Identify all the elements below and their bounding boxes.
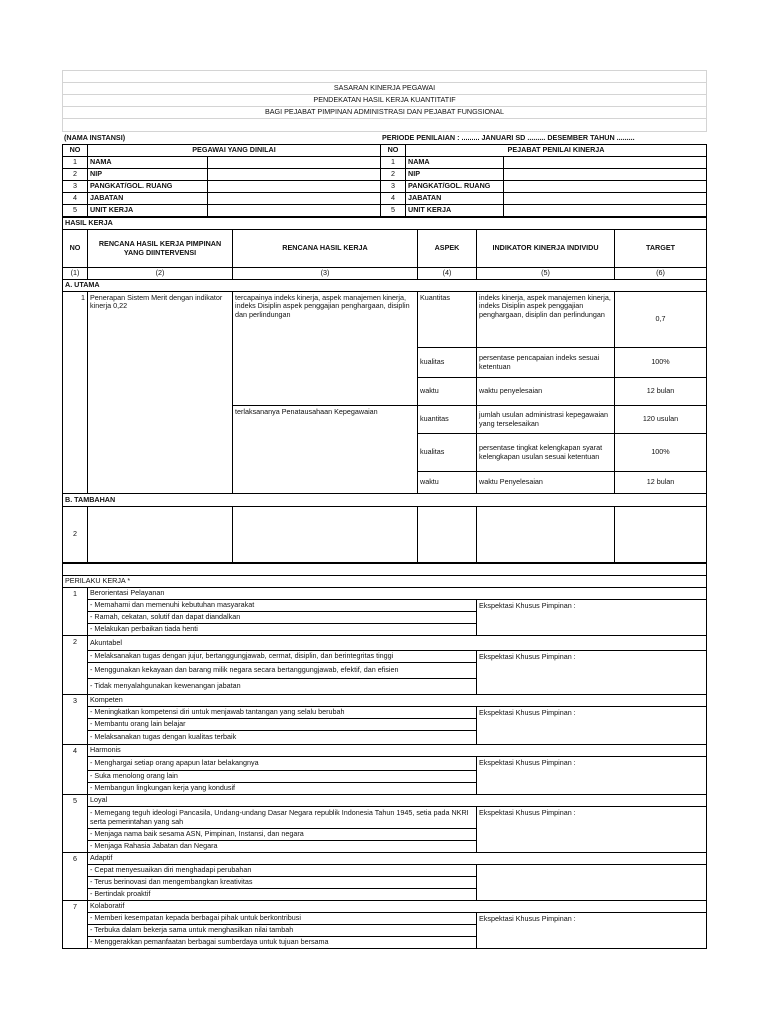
col-number: (1): [63, 268, 88, 280]
identity-no: 3: [381, 181, 406, 193]
indikator-cell: indeks kinerja, aspek manajemen kinerja, indeks Disiplin aspek penggajian penghargaan, disiplin dan perlindungan: [477, 292, 615, 348]
perilaku-item: - Meningkatkan kompetensi diri untuk menjawab tantangan yang selalu berubah: [88, 707, 477, 719]
utama-label: A. UTAMA: [63, 280, 707, 292]
target-cell: 100%: [615, 434, 707, 472]
identity-no: 2: [381, 169, 406, 181]
identity-label: NAMA: [406, 157, 504, 169]
no-header-left: NO: [63, 145, 88, 157]
identity-value[interactable]: [208, 205, 381, 217]
perilaku-item: - Menjaga Rahasia Jabatan dan Negara: [88, 841, 477, 853]
perilaku-item: - Memegang teguh ideologi Pancasila, Undang-undang Dasar Negara republik Indonesia Tahun 1945, setia pada NKRI serta pemerintahan yang sah: [88, 807, 477, 829]
perilaku-item: - Ramah, cekatan, solutif dan dapat diandalkan: [88, 612, 477, 624]
indikator-cell: persentase tingkat kelengkapan syarat kelengkapan usulan sesuai ketentuan: [477, 434, 615, 472]
identity-no: 2: [63, 169, 88, 181]
blank-row: [63, 564, 707, 576]
utama-rencana-pimpinan: Penerapan Sistem Merit dengan indikator kinerja 0,22: [88, 292, 233, 494]
perilaku-item: - Melaksanakan tugas dengan jujur, bertanggungjawab, cermat, disiplin, dan berintegritas tinggi: [88, 651, 477, 663]
indikator-cell: persentase pencapaian indeks sesuai ketentuan: [477, 348, 615, 378]
header-rencana-pimpinan: RENCANA HASIL KERJA PIMPINAN YANG DIINTERVENSI: [88, 230, 233, 268]
perilaku-item: - Menggunakan kekayaan dan barang milik negara secara bertanggungjawab, efektif, dan efisien: [88, 663, 477, 679]
indikator-cell: waktu Penyelesaian: [477, 472, 615, 494]
header-indikator: INDIKATOR KINERJA INDIVIDU: [477, 230, 615, 268]
target-cell: 12 bulan: [615, 378, 707, 406]
title-line-3: BAGI PEJABAT PIMPINAN ADMINISTRASI DAN PEJABAT FUNGSIONAL: [63, 107, 707, 119]
col-number: (2): [88, 268, 233, 280]
identity-no: 5: [63, 205, 88, 217]
pegawai-dinilai-header: PEGAWAI YANG DINILAI: [88, 145, 381, 157]
header-no: NO: [63, 230, 88, 268]
identity-value[interactable]: [208, 181, 381, 193]
title-line-2: PENDEKATAN HASIL KERJA KUANTITATIF: [63, 95, 707, 107]
target-cell: 120 usulan: [615, 406, 707, 434]
perilaku-group-no: 2: [63, 636, 88, 695]
perilaku-item: - Suka menolong orang lain: [88, 771, 477, 783]
identity-value[interactable]: [504, 181, 707, 193]
identity-table: [62, 144, 707, 217]
tambahan-aspek[interactable]: [418, 507, 477, 563]
perilaku-group-title: Akuntabel: [88, 636, 707, 651]
instansi-name: (NAMA INSTANSI): [64, 132, 126, 142]
perilaku-kerja-table: [62, 563, 707, 949]
perilaku-group-title: Kolaboratif: [88, 901, 707, 913]
ekspektasi-khusus[interactable]: Ekspektasi Khusus Pimpinan :: [477, 913, 707, 949]
hasil-kerja-table: [62, 217, 707, 563]
header-target: TARGET: [615, 230, 707, 268]
identity-label: NAMA: [88, 157, 208, 169]
tambahan-indikator[interactable]: [477, 507, 615, 563]
col-number: (5): [477, 268, 615, 280]
ekspektasi-khusus[interactable]: Ekspektasi Khusus Pimpinan :: [477, 757, 707, 795]
perilaku-item: - Terbuka dalam bekerja sama untuk menghasilkan nilai tambah: [88, 925, 477, 937]
identity-label: UNIT KERJA: [406, 205, 504, 217]
identity-value[interactable]: [208, 157, 381, 169]
identity-no: 5: [381, 205, 406, 217]
identity-label: JABATAN: [88, 193, 208, 205]
hasil-kerja-title: HASIL KERJA: [63, 218, 707, 230]
identity-no: 1: [63, 157, 88, 169]
utama-rencana-1: tercapainya indeks kinerja, aspek manajemen kinerja, indeks Disiplin aspek penggajian penghargaan, disiplin dan perlindungan: [233, 292, 418, 406]
perilaku-group-no: 7: [63, 901, 88, 949]
perilaku-group-no: 5: [63, 795, 88, 853]
title-line-1: SASARAN KINERJA PEGAWAI: [63, 83, 707, 95]
perilaku-item: - Melaksanakan tugas dengan kualitas terbaik: [88, 731, 477, 745]
title-block: [62, 70, 707, 132]
tambahan-rencana[interactable]: [233, 507, 418, 563]
identity-no: 4: [63, 193, 88, 205]
identity-value[interactable]: [504, 157, 707, 169]
aspek-cell: kuantitas: [418, 406, 477, 434]
skp-sheet: [62, 70, 706, 949]
tambahan-rencana-pimpinan[interactable]: [88, 507, 233, 563]
ekspektasi-khusus[interactable]: Ekspektasi Khusus Pimpinan :: [477, 707, 707, 745]
perilaku-item: - Cepat menyesuaikan diri menghadapi perubahan: [88, 865, 477, 877]
perilaku-group-title: Harmonis: [88, 745, 707, 757]
tambahan-label: B. TAMBAHAN: [63, 494, 707, 507]
perilaku-group-no: 4: [63, 745, 88, 795]
aspek-cell: kualitas: [418, 348, 477, 378]
perilaku-item: - Bertindak proaktif: [88, 889, 477, 901]
perilaku-item: - Membangun lingkungan kerja yang kondusif: [88, 783, 477, 795]
ekspektasi-khusus[interactable]: Ekspektasi Khusus Pimpinan :: [477, 651, 707, 695]
utama-no: 1: [63, 292, 88, 494]
no-header-right: NO: [381, 145, 406, 157]
indikator-cell: waktu penyelesaian: [477, 378, 615, 406]
perilaku-item: - Melakukan perbaikan tiada henti: [88, 624, 477, 636]
perilaku-group-title: Adaptif: [88, 853, 707, 865]
perilaku-group-no: 6: [63, 853, 88, 901]
perilaku-group-no: 1: [63, 588, 88, 636]
perilaku-group-no: 3: [63, 695, 88, 745]
identity-no: 1: [381, 157, 406, 169]
target-cell: 100%: [615, 348, 707, 378]
aspek-cell: waktu: [418, 378, 477, 406]
utama-rencana-2: terlaksananya Penatausahaan Kepegawaian: [233, 406, 418, 494]
aspek-cell: kualitas: [418, 434, 477, 472]
target-cell: 0,7: [615, 292, 707, 348]
tambahan-target[interactable]: [615, 507, 707, 563]
identity-label: NIP: [88, 169, 208, 181]
periode-penilaian: PERIODE PENILAIAN : ......... JANUARI SD ......... DESEMBER TAHUN .........: [382, 132, 635, 142]
identity-label: PANGKAT/GOL. RUANG: [88, 181, 208, 193]
identity-label: UNIT KERJA: [88, 205, 208, 217]
perilaku-item: - Tidak menyalahgunakan kewenangan jabatan: [88, 679, 477, 695]
perilaku-item: - Terus berinovasi dan mengembangkan kreativitas: [88, 877, 477, 889]
identity-value[interactable]: [208, 193, 381, 205]
tambahan-no: 2: [63, 507, 88, 563]
perilaku-group-title: Loyal: [88, 795, 707, 807]
identity-label: JABATAN: [406, 193, 504, 205]
pejabat-penilai-header: PEJABAT PENILAI KINERJA: [406, 145, 707, 157]
header-aspek: ASPEK: [418, 230, 477, 268]
perilaku-item: - Menghargai setiap orang apapun latar belakangnya: [88, 757, 477, 771]
identity-label: PANGKAT/GOL. RUANG: [406, 181, 504, 193]
perilaku-group-title: Berorientasi Pelayanan: [88, 588, 707, 600]
instansi-row: [62, 132, 706, 144]
col-number: (4): [418, 268, 477, 280]
blank-row: [63, 71, 707, 83]
target-cell: 12 bulan: [615, 472, 707, 494]
header-rencana: RENCANA HASIL KERJA: [233, 230, 418, 268]
indikator-cell: jumlah usulan administrasi kepegawaian yang terselesaikan: [477, 406, 615, 434]
ekspektasi-khusus[interactable]: Ekspektasi Khusus Pimpinan :: [477, 600, 707, 636]
perilaku-title: PERILAKU KERJA *: [63, 576, 707, 588]
identity-value[interactable]: [504, 205, 707, 217]
perilaku-item: - Memberi kesempatan kepada berbagai pihak untuk berkontribusi: [88, 913, 477, 925]
ekspektasi-khusus[interactable]: [477, 865, 707, 901]
col-number: (3): [233, 268, 418, 280]
perilaku-item: - Menggerakkan pemanfaatan berbagai sumberdaya untuk tujuan bersama: [88, 937, 477, 949]
aspek-cell: Kuantitas: [418, 292, 477, 348]
identity-value[interactable]: [504, 169, 707, 181]
col-number: (6): [615, 268, 707, 280]
perilaku-item: - Menjaga nama baik sesama ASN, Pimpinan, Instansi, dan negara: [88, 829, 477, 841]
ekspektasi-khusus[interactable]: Ekspektasi Khusus Pimpinan :: [477, 807, 707, 853]
perilaku-item: - Membantu orang lain belajar: [88, 719, 477, 731]
blank-row: [63, 119, 707, 132]
perilaku-group-title: Kompeten: [88, 695, 707, 707]
identity-no: 3: [63, 181, 88, 193]
identity-no: 4: [381, 193, 406, 205]
aspek-cell: waktu: [418, 472, 477, 494]
identity-label: NIP: [406, 169, 504, 181]
perilaku-item: - Memahami dan memenuhi kebutuhan masyarakat: [88, 600, 477, 612]
identity-value[interactable]: [504, 193, 707, 205]
identity-value[interactable]: [208, 169, 381, 181]
